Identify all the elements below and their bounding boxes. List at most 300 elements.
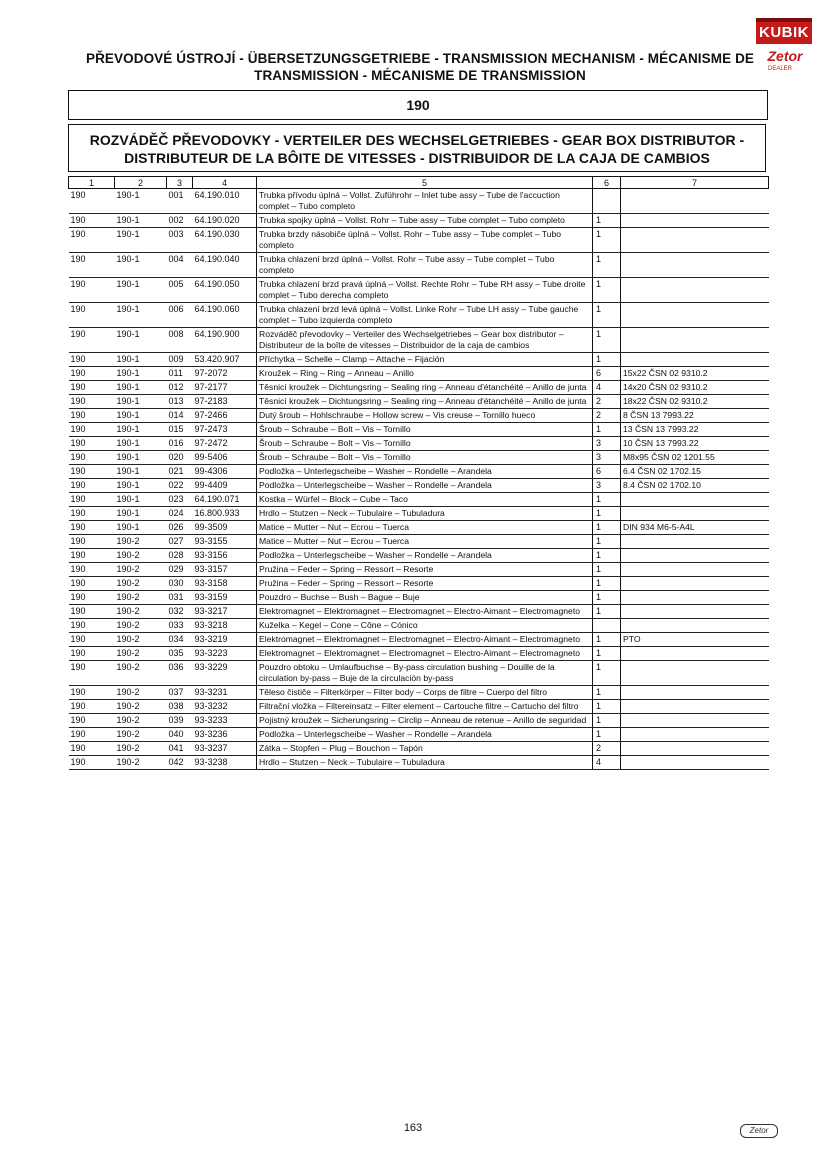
table-cell: 1 <box>593 605 621 619</box>
table-cell: Trubka chlazení brzd úplná – Vollst. Rohr – Tube assy – Tube complet – Tubo completo <box>257 253 593 278</box>
table-cell: 190-2 <box>115 535 167 549</box>
group-title-line-2: DISTRIBUTEUR DE LA BÔITE DE VITESSES - DISTRIBUIDOR DE LA CAJA DE CAMBIOS <box>124 150 710 166</box>
table-cell: 026 <box>167 521 193 535</box>
table-row <box>69 253 769 278</box>
table-cell <box>621 493 769 507</box>
table-row <box>69 479 769 493</box>
table-cell: Pojistný kroužek – Sicherungsring – Circlip – Anneau de retenue – Anillo de seguridad <box>257 714 593 728</box>
table-row <box>69 493 769 507</box>
table-row <box>69 647 769 661</box>
table-cell: 190 <box>69 214 115 228</box>
table-cell: 005 <box>167 278 193 303</box>
table-cell: 64.190.900 <box>193 328 257 353</box>
table-cell <box>621 756 769 770</box>
table-cell: 93-3217 <box>193 605 257 619</box>
table-cell: Matice – Mutter – Nut – Ecrou – Tuerca <box>257 535 593 549</box>
table-cell: 190 <box>69 507 115 521</box>
table-cell <box>593 189 621 214</box>
table-cell: 022 <box>167 479 193 493</box>
table-row <box>69 451 769 465</box>
table-cell: 001 <box>167 189 193 214</box>
table-cell: Pouzdro obtoku – Umlaufbuchse – By-pass circulation bushing – Douille de la circulation by-pass – Buje de la circulación by-pass <box>257 661 593 686</box>
table-cell: 3 <box>593 437 621 451</box>
table-cell <box>621 605 769 619</box>
table-cell <box>621 619 769 633</box>
table-cell: Těsnicí kroužek – Dichtungsring – Sealing ring – Anneau d'étanchéité – Anillo de junta <box>257 381 593 395</box>
table-cell: 1 <box>593 700 621 714</box>
table-row <box>69 423 769 437</box>
table-row <box>69 507 769 521</box>
table-cell: 190 <box>69 253 115 278</box>
table-cell: 99-5406 <box>193 451 257 465</box>
table-cell: 64.190.040 <box>193 253 257 278</box>
table-cell: 93-3218 <box>193 619 257 633</box>
table-cell: 190 <box>69 700 115 714</box>
table-cell: 006 <box>167 303 193 328</box>
table-cell: Šroub – Schraube – Bolt – Vis – Tornillo <box>257 423 593 437</box>
table-cell: 034 <box>167 633 193 647</box>
table-cell: 190-1 <box>115 189 167 214</box>
table-cell: Trubka brzdy násobiče úplná – Vollst. Rohr – Tube assy – Tube complet – Tubo completo <box>257 228 593 253</box>
table-row <box>69 395 769 409</box>
table-row <box>69 577 769 591</box>
table-cell: Trubka chlazení brzd levá úplná – Vollst. Linke Rohr – Tube LH assy – Tube gauche complet – Tubo izquierda completo <box>257 303 593 328</box>
group-title-line-1: ROZVÁDĚČ PŘEVODOVKY - VERTEILER DES WECHSELGETRIEBES - GEAR BOX DISTRIBUTOR - <box>89 132 745 148</box>
table-cell: 190-2 <box>115 756 167 770</box>
table-cell: 190 <box>69 423 115 437</box>
table-cell: 190-2 <box>115 742 167 756</box>
table-cell: Elektromagnet – Elektromagnet – Electromagnet – Electro-Aimant – Electromagneto <box>257 633 593 647</box>
table-cell: 1 <box>593 423 621 437</box>
table-cell: Příchytka – Schelle – Clamp – Attache – Fijación <box>257 353 593 367</box>
table-cell: 97-2466 <box>193 409 257 423</box>
table-cell: 190 <box>69 303 115 328</box>
table-row <box>69 563 769 577</box>
table-cell: 190-2 <box>115 728 167 742</box>
table-cell: 039 <box>167 714 193 728</box>
parts-table <box>68 176 769 770</box>
table-cell: 6.4 ČSN 02 1702.15 <box>621 465 769 479</box>
table-cell: 190 <box>69 535 115 549</box>
table-row <box>69 228 769 253</box>
table-row <box>69 521 769 535</box>
table-cell: 93-3159 <box>193 591 257 605</box>
table-cell: 190-1 <box>115 381 167 395</box>
table-cell: Zátka – Stopfen – Plug – Bouchon – Tapón <box>257 742 593 756</box>
table-row <box>69 633 769 647</box>
table-cell: 190-1 <box>115 521 167 535</box>
table-cell: 190-1 <box>115 228 167 253</box>
table-cell: 190 <box>69 381 115 395</box>
table-cell: 012 <box>167 381 193 395</box>
table-cell <box>621 278 769 303</box>
footer-zetor-logo: Zetor <box>740 1124 778 1138</box>
table-cell: 190 <box>69 661 115 686</box>
table-cell: 53.420.907 <box>193 353 257 367</box>
table-cell: 64.190.050 <box>193 278 257 303</box>
table-cell: 97-2472 <box>193 437 257 451</box>
table-cell: 4 <box>593 381 621 395</box>
table-cell: Elektromagnet – Elektromagnet – Electromagnet – Electro-Aimant – Electromagneto <box>257 605 593 619</box>
table-cell: Kuželka – Kegel – Cone – Cône – Cónico <box>257 619 593 633</box>
title-line-1: PŘEVODOVÉ ÚSTROJÍ - ÜBERSETZUNGSGETRIEBE - TRANSMISSION MECHANISM - MÉCANISME DE <box>85 51 755 66</box>
table-cell: 1 <box>593 591 621 605</box>
table-cell: Rozváděč převodovky – Verteiler des Wechselgetriebes – Gear box distributor – Distributeur de la boîte de vitesses – Distribuidor de la caja de cambios <box>257 328 593 353</box>
table-cell <box>621 563 769 577</box>
table-cell: 030 <box>167 577 193 591</box>
table-cell: 190-2 <box>115 647 167 661</box>
table-cell: 6 <box>593 367 621 381</box>
table-header-row <box>69 177 769 189</box>
table-cell: 033 <box>167 619 193 633</box>
table-cell: 1 <box>593 577 621 591</box>
table-cell: 013 <box>167 395 193 409</box>
table-cell: 190-2 <box>115 633 167 647</box>
table-cell: 035 <box>167 647 193 661</box>
table-cell: 13 ČSN 13 7993.22 <box>621 423 769 437</box>
table-cell: 190-1 <box>115 214 167 228</box>
table-cell <box>593 619 621 633</box>
table-cell: 190 <box>69 605 115 619</box>
table-cell: 64.190.060 <box>193 303 257 328</box>
table-cell: 190-1 <box>115 409 167 423</box>
table-cell: Pružina – Feder – Spring – Ressort – Resorte <box>257 563 593 577</box>
table-cell: 028 <box>167 549 193 563</box>
table-cell: 93-3157 <box>193 563 257 577</box>
table-cell: DIN 934 M6-5-A4L <box>621 521 769 535</box>
table-cell: Podložka – Unterlegscheibe – Washer – Rondelle – Arandela <box>257 465 593 479</box>
table-cell: 190 <box>69 728 115 742</box>
column-header: 6 <box>593 177 621 189</box>
table-cell <box>621 328 769 353</box>
table-row <box>69 686 769 700</box>
table-cell <box>621 303 769 328</box>
table-row <box>69 700 769 714</box>
column-header: 1 <box>69 177 115 189</box>
table-row <box>69 535 769 549</box>
table-cell: Trubka přívodu úplná – Vollst. Zuführohr – Inlet tube assy – Tube de l'accuction complet – Tubo completo <box>257 189 593 214</box>
kubik-logo: KUBIK <box>756 18 812 44</box>
table-cell <box>621 549 769 563</box>
table-cell: 93-3219 <box>193 633 257 647</box>
table-cell: 015 <box>167 423 193 437</box>
table-cell: 16.800.933 <box>193 507 257 521</box>
table-cell: 4 <box>593 756 621 770</box>
table-cell: 1 <box>593 328 621 353</box>
table-cell: 016 <box>167 437 193 451</box>
table-cell: 008 <box>167 328 193 353</box>
table-cell: 036 <box>167 661 193 686</box>
table-cell: 93-3237 <box>193 742 257 756</box>
table-cell <box>621 728 769 742</box>
table-cell: 040 <box>167 728 193 742</box>
group-number: 190 <box>68 90 768 120</box>
table-cell: 93-3238 <box>193 756 257 770</box>
table-cell: 1 <box>593 661 621 686</box>
table-cell: 190-2 <box>115 714 167 728</box>
table-cell <box>621 535 769 549</box>
table-cell: 190-2 <box>115 549 167 563</box>
table-row <box>69 605 769 619</box>
table-cell: Trubka spojky úplná – Vollst. Rohr – Tube assy – Tube complet – Tubo completo <box>257 214 593 228</box>
table-cell: Kostka – Würfel – Block – Cube – Taco <box>257 493 593 507</box>
table-cell: Matice – Mutter – Nut – Ecrou – Tuerca <box>257 521 593 535</box>
table-cell: 3 <box>593 451 621 465</box>
table-cell: 64.190.030 <box>193 228 257 253</box>
table-cell <box>621 686 769 700</box>
table-cell: 190 <box>69 756 115 770</box>
table-cell: 1 <box>593 535 621 549</box>
table-cell: 190-2 <box>115 700 167 714</box>
table-cell: 190-2 <box>115 563 167 577</box>
column-header: 4 <box>193 177 257 189</box>
table-cell: 190-1 <box>115 437 167 451</box>
table-cell: 93-3233 <box>193 714 257 728</box>
table-cell: 93-3231 <box>193 686 257 700</box>
table-cell: 021 <box>167 465 193 479</box>
table-row <box>69 756 769 770</box>
table-cell: 190 <box>69 479 115 493</box>
table-cell <box>621 214 769 228</box>
table-cell: 190 <box>69 493 115 507</box>
table-cell: 93-3158 <box>193 577 257 591</box>
table-cell <box>621 577 769 591</box>
table-cell: Trubka chlazení brzd pravá úplná – Vollst. Rechte Rohr – Tube RH assy – Tube droite complet – Tubo derecha completo <box>257 278 593 303</box>
table-cell: 190-1 <box>115 278 167 303</box>
table-cell: Těsnicí kroužek – Dichtungsring – Sealing ring – Anneau d'étanchéité – Anillo de junta <box>257 395 593 409</box>
table-cell: 2 <box>593 409 621 423</box>
table-cell: 15x22 ČSN 02 9310.2 <box>621 367 769 381</box>
table-cell: 190 <box>69 409 115 423</box>
table-cell: 004 <box>167 253 193 278</box>
table-row <box>69 409 769 423</box>
table-cell: M8x95 ČSN 02 1201.55 <box>621 451 769 465</box>
table-cell: 97-2177 <box>193 381 257 395</box>
table-row <box>69 381 769 395</box>
table-cell <box>621 189 769 214</box>
table-row <box>69 214 769 228</box>
table-cell: Těleso čističe – Filterkörper – Filter body – Corps de filtre – Cuerpo del filtro <box>257 686 593 700</box>
column-header: 5 <box>257 177 593 189</box>
table-cell: 1 <box>593 521 621 535</box>
table-row <box>69 303 769 328</box>
table-cell <box>621 742 769 756</box>
table-cell: 190 <box>69 228 115 253</box>
table-cell: 190 <box>69 714 115 728</box>
table-cell: 190-1 <box>115 303 167 328</box>
table-cell: 1 <box>593 647 621 661</box>
table-cell: 190 <box>69 742 115 756</box>
table-cell: 032 <box>167 605 193 619</box>
table-cell: Elektromagnet – Elektromagnet – Electromagnet – Electro-Aimant – Electromagneto <box>257 647 593 661</box>
table-cell: 041 <box>167 742 193 756</box>
table-cell <box>621 507 769 521</box>
column-header: 3 <box>167 177 193 189</box>
table-cell: 1 <box>593 303 621 328</box>
table-cell: Podložka – Unterlegscheibe – Washer – Rondelle – Arandela <box>257 549 593 563</box>
table-cell: 190-1 <box>115 451 167 465</box>
table-cell: Hrdlo – Stutzen – Neck – Tubulaire – Tubuladura <box>257 756 593 770</box>
table-cell: 190-1 <box>115 353 167 367</box>
zetor-logo: Zetor <box>767 48 803 64</box>
table-cell: 190-1 <box>115 395 167 409</box>
table-cell: 027 <box>167 535 193 549</box>
table-cell: 6 <box>593 465 621 479</box>
table-cell: 190 <box>69 395 115 409</box>
table-row <box>69 728 769 742</box>
table-cell: 1 <box>593 686 621 700</box>
table-cell: 8.4 ČSN 02 1702.10 <box>621 479 769 493</box>
table-row <box>69 742 769 756</box>
table-row <box>69 189 769 214</box>
table-cell: 10 ČSN 13 7993.22 <box>621 437 769 451</box>
table-cell: 190-1 <box>115 465 167 479</box>
table-cell: 2 <box>593 395 621 409</box>
table-cell: 190-1 <box>115 328 167 353</box>
table-cell: 190-1 <box>115 507 167 521</box>
table-cell: 190 <box>69 189 115 214</box>
table-cell: 1 <box>593 278 621 303</box>
table-row <box>69 465 769 479</box>
table-cell: 18x22 ČSN 02 9310.2 <box>621 395 769 409</box>
table-cell: 190-1 <box>115 493 167 507</box>
table-cell: 190 <box>69 451 115 465</box>
page-number: 163 <box>403 1122 423 1134</box>
table-cell: 190 <box>69 437 115 451</box>
table-cell: 024 <box>167 507 193 521</box>
table-cell <box>621 228 769 253</box>
table-cell: 037 <box>167 686 193 700</box>
table-cell: 190 <box>69 353 115 367</box>
table-cell: 1 <box>593 549 621 563</box>
table-cell: 190 <box>69 633 115 647</box>
table-cell: 1 <box>593 633 621 647</box>
column-header: 7 <box>621 177 769 189</box>
table-cell: 14x20 ČSN 02 9310.2 <box>621 381 769 395</box>
column-header: 2 <box>115 177 167 189</box>
table-cell: 190-2 <box>115 686 167 700</box>
table-cell: 190 <box>69 619 115 633</box>
table-cell: 93-3223 <box>193 647 257 661</box>
table-cell <box>621 353 769 367</box>
table-cell: Hrdlo – Stutzen – Neck – Tubulaire – Tubuladura <box>257 507 593 521</box>
table-row <box>69 661 769 686</box>
table-cell: 93-3155 <box>193 535 257 549</box>
table-cell: 003 <box>167 228 193 253</box>
table-cell: 002 <box>167 214 193 228</box>
table-cell: 190-2 <box>115 591 167 605</box>
table-cell: 031 <box>167 591 193 605</box>
table-cell <box>621 647 769 661</box>
table-cell: 190-2 <box>115 661 167 686</box>
table-cell: 014 <box>167 409 193 423</box>
table-cell: 009 <box>167 353 193 367</box>
table-cell: 190 <box>69 278 115 303</box>
table-cell <box>621 591 769 605</box>
table-cell: PTO <box>621 633 769 647</box>
table-cell: Kroužek – Ring – Ring – Anneau – Anillo <box>257 367 593 381</box>
table-cell: 97-2473 <box>193 423 257 437</box>
table-cell <box>621 661 769 686</box>
table-cell: 190 <box>69 577 115 591</box>
table-cell: 64.190.071 <box>193 493 257 507</box>
table-cell: 99-4306 <box>193 465 257 479</box>
table-cell: 038 <box>167 700 193 714</box>
table-cell: Dutý šroub – Hohlschraube – Hollow screw – Vis creuse – Tornillo hueco <box>257 409 593 423</box>
table-row <box>69 367 769 381</box>
table-cell: 1 <box>593 728 621 742</box>
table-row <box>69 278 769 303</box>
table-cell: 023 <box>167 493 193 507</box>
table-cell <box>621 253 769 278</box>
table-cell: 190-1 <box>115 367 167 381</box>
table-cell: Pružina – Feder – Spring – Ressort – Resorte <box>257 577 593 591</box>
table-cell: 190 <box>69 686 115 700</box>
table-cell: 93-3156 <box>193 549 257 563</box>
table-cell: Pouzdro – Buchse – Bush – Bague – Buje <box>257 591 593 605</box>
table-cell <box>621 700 769 714</box>
table-cell: 190-2 <box>115 619 167 633</box>
table-cell: 1 <box>593 714 621 728</box>
table-row <box>69 353 769 367</box>
page-title <box>70 50 770 84</box>
table-cell: 64.190.020 <box>193 214 257 228</box>
table-cell: 1 <box>593 228 621 253</box>
table-cell: Podložka – Unterlegscheibe – Washer – Rondelle – Arandela <box>257 479 593 493</box>
table-cell: 190 <box>69 549 115 563</box>
table-cell: 190 <box>69 563 115 577</box>
table-cell: Šroub – Schraube – Bolt – Vis – Tornillo <box>257 451 593 465</box>
table-cell: 190 <box>69 521 115 535</box>
table-cell: 029 <box>167 563 193 577</box>
table-cell: 8 ČSN 13 7993.22 <box>621 409 769 423</box>
table-row <box>69 549 769 563</box>
table-cell: 1 <box>593 493 621 507</box>
table-cell: 190-2 <box>115 577 167 591</box>
table-cell: 190 <box>69 367 115 381</box>
table-cell: 2 <box>593 742 621 756</box>
table-cell: 1 <box>593 214 621 228</box>
table-row <box>69 437 769 451</box>
table-cell: 97-2072 <box>193 367 257 381</box>
table-cell: 3 <box>593 479 621 493</box>
table-cell: 190-1 <box>115 423 167 437</box>
table-cell: 64.190.010 <box>193 189 257 214</box>
table-row <box>69 619 769 633</box>
table-cell: 190 <box>69 591 115 605</box>
table-cell: 190-1 <box>115 253 167 278</box>
table-cell: 190-1 <box>115 479 167 493</box>
table-cell: 93-3229 <box>193 661 257 686</box>
title-line-2: TRANSMISSION - MÉCANISME DE TRANSMISSION <box>254 68 586 83</box>
table-cell: Šroub – Schraube – Bolt – Vis – Tornillo <box>257 437 593 451</box>
table-cell: Filtrační vložka – Filtereinsatz – Filter element – Cartouche filtre – Cartucho del filtro <box>257 700 593 714</box>
table-cell: 190 <box>69 328 115 353</box>
table-cell: 042 <box>167 756 193 770</box>
table-cell: 93-3232 <box>193 700 257 714</box>
table-row <box>69 591 769 605</box>
table-cell: Podložka – Unterlegscheibe – Washer – Rondelle – Arandela <box>257 728 593 742</box>
table-cell: 1 <box>593 353 621 367</box>
table-cell: 020 <box>167 451 193 465</box>
table-cell: 1 <box>593 507 621 521</box>
table-cell: 97-2183 <box>193 395 257 409</box>
table-cell: 190 <box>69 465 115 479</box>
dealer-label: DEALER <box>768 66 793 72</box>
group-title <box>68 124 766 172</box>
table-cell: 99-3509 <box>193 521 257 535</box>
table-cell: 011 <box>167 367 193 381</box>
